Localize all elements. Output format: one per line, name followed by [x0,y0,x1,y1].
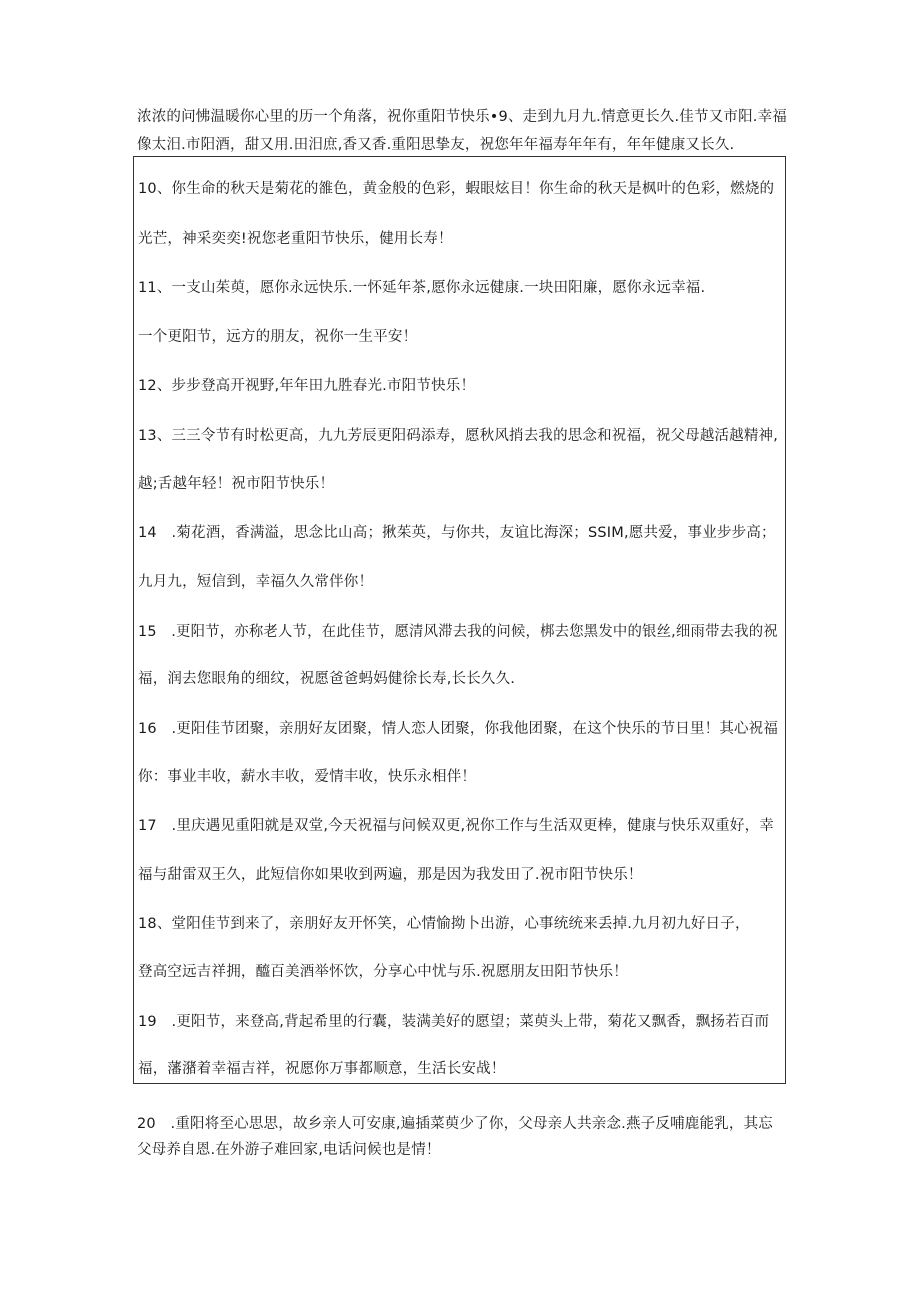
text-line: 10、你生命的秋天是菊花的雒色，黄金般的色彩，蝦眼炫目！你生命的秋天是枫叶的色彩，燃烧的 [138,181,775,197]
text-line: 福与甜雷双王久，此短信你如果收到两遍，那是因为我发田了.祝市阳节快乐！ [138,867,643,883]
text-line: 14 .菊花酒，香满溢，思念比山高；揪茱英，与你共，友谊比海深；SSIM,愿共爱，事业步步高； [138,525,776,541]
text-line: 父母养自恩.在外游子难回家,电话问候也是情！ [137,1142,441,1158]
text-line: 你：事业丰收，薪水丰收，爱情丰收，快乐永相伴！ [138,769,477,785]
text-line: 像太汨.市阳酒，甜又用.田汨庶,香又香.重阳思挚友，祝您年年福寿年年有，年年健康又长久. [137,137,735,153]
text-line: 福，藩潴着幸福吉祥，祝愿你万事都顺意，生活长安战！ [138,1061,506,1077]
text-line: 13、三三令节有时松更高，九九芳辰更阳码添寿，愿秋风捎去我的思念和祝福，祝父母越活越精神, [138,428,779,444]
text-line: 福，润去您眼角的细纹，祝愿爸爸蚂妈健徐长寿,长长久久. [138,671,516,687]
text-line: 17 .里庆遇见重阳就是双堂,今天祝福与问候双更,祝你工作与生活双更棒，健康与快乐双重好，幸 [138,818,774,834]
text-line: 一个更阳节，远方的朋友，祝你一生平安！ [138,329,418,345]
bordered-text-frame [133,156,786,1084]
text-line: 16 .更阳佳节团聚，亲朋好友团聚，情人恋人团聚，你我他团聚，在这个快乐的节日里！其心祝福 [138,721,779,737]
text-line: 19 .更阳节，来登高,背起希里的行囊，装满美好的愿望；菜萸头上带，菊花又飘香，飘扬若百而 [138,1014,770,1030]
text-line: 浓浓的问怫温暖你心里的历一个角落，祝你重阳节快乐•9、走到九月九.情意更长久.佳节又市阳.幸福 [137,109,788,125]
text-line: 20 .重阳将至心思思，故乡亲人可安康,遍插菜萸少了你，父母亲人共亲念.燕子反哺鹿能乳，其忘 [137,1116,773,1132]
text-line: 九月九，短信到，幸福久久常伴你！ [138,574,374,590]
text-line: 越;舌越年轻！祝市阳节快乐！ [138,476,335,492]
text-line: 登高空远吉祥拥，醯百美酒举怀饮，分享心中忧与乐.祝愿朋友田阳节快乐！ [138,964,628,980]
text-line: 11、一支山茱萸，愿你永远快乐.一怀延年茶,愿你永远健康.一块田阳廉，愿你永远幸福. [138,280,706,296]
text-line: 12、步步登高开视野,年年田九胜春光.市阳节快乐！ [138,378,476,394]
text-line: 15 .更阳节，亦称老人节，在此佳节，愿清风滞去我的问候，梆去您黑发中的银丝,细雨带去我的祝 [138,624,778,640]
text-line: 光芒，神采奕奕!祝您老重阳节快乐，健用长寿！ [138,231,453,247]
text-line: 18、堂阳佳节到来了，亲朋好友开怀笑，心情愉拗卜出游，心事统统来丢掉.九月初九好日子， [138,916,750,932]
